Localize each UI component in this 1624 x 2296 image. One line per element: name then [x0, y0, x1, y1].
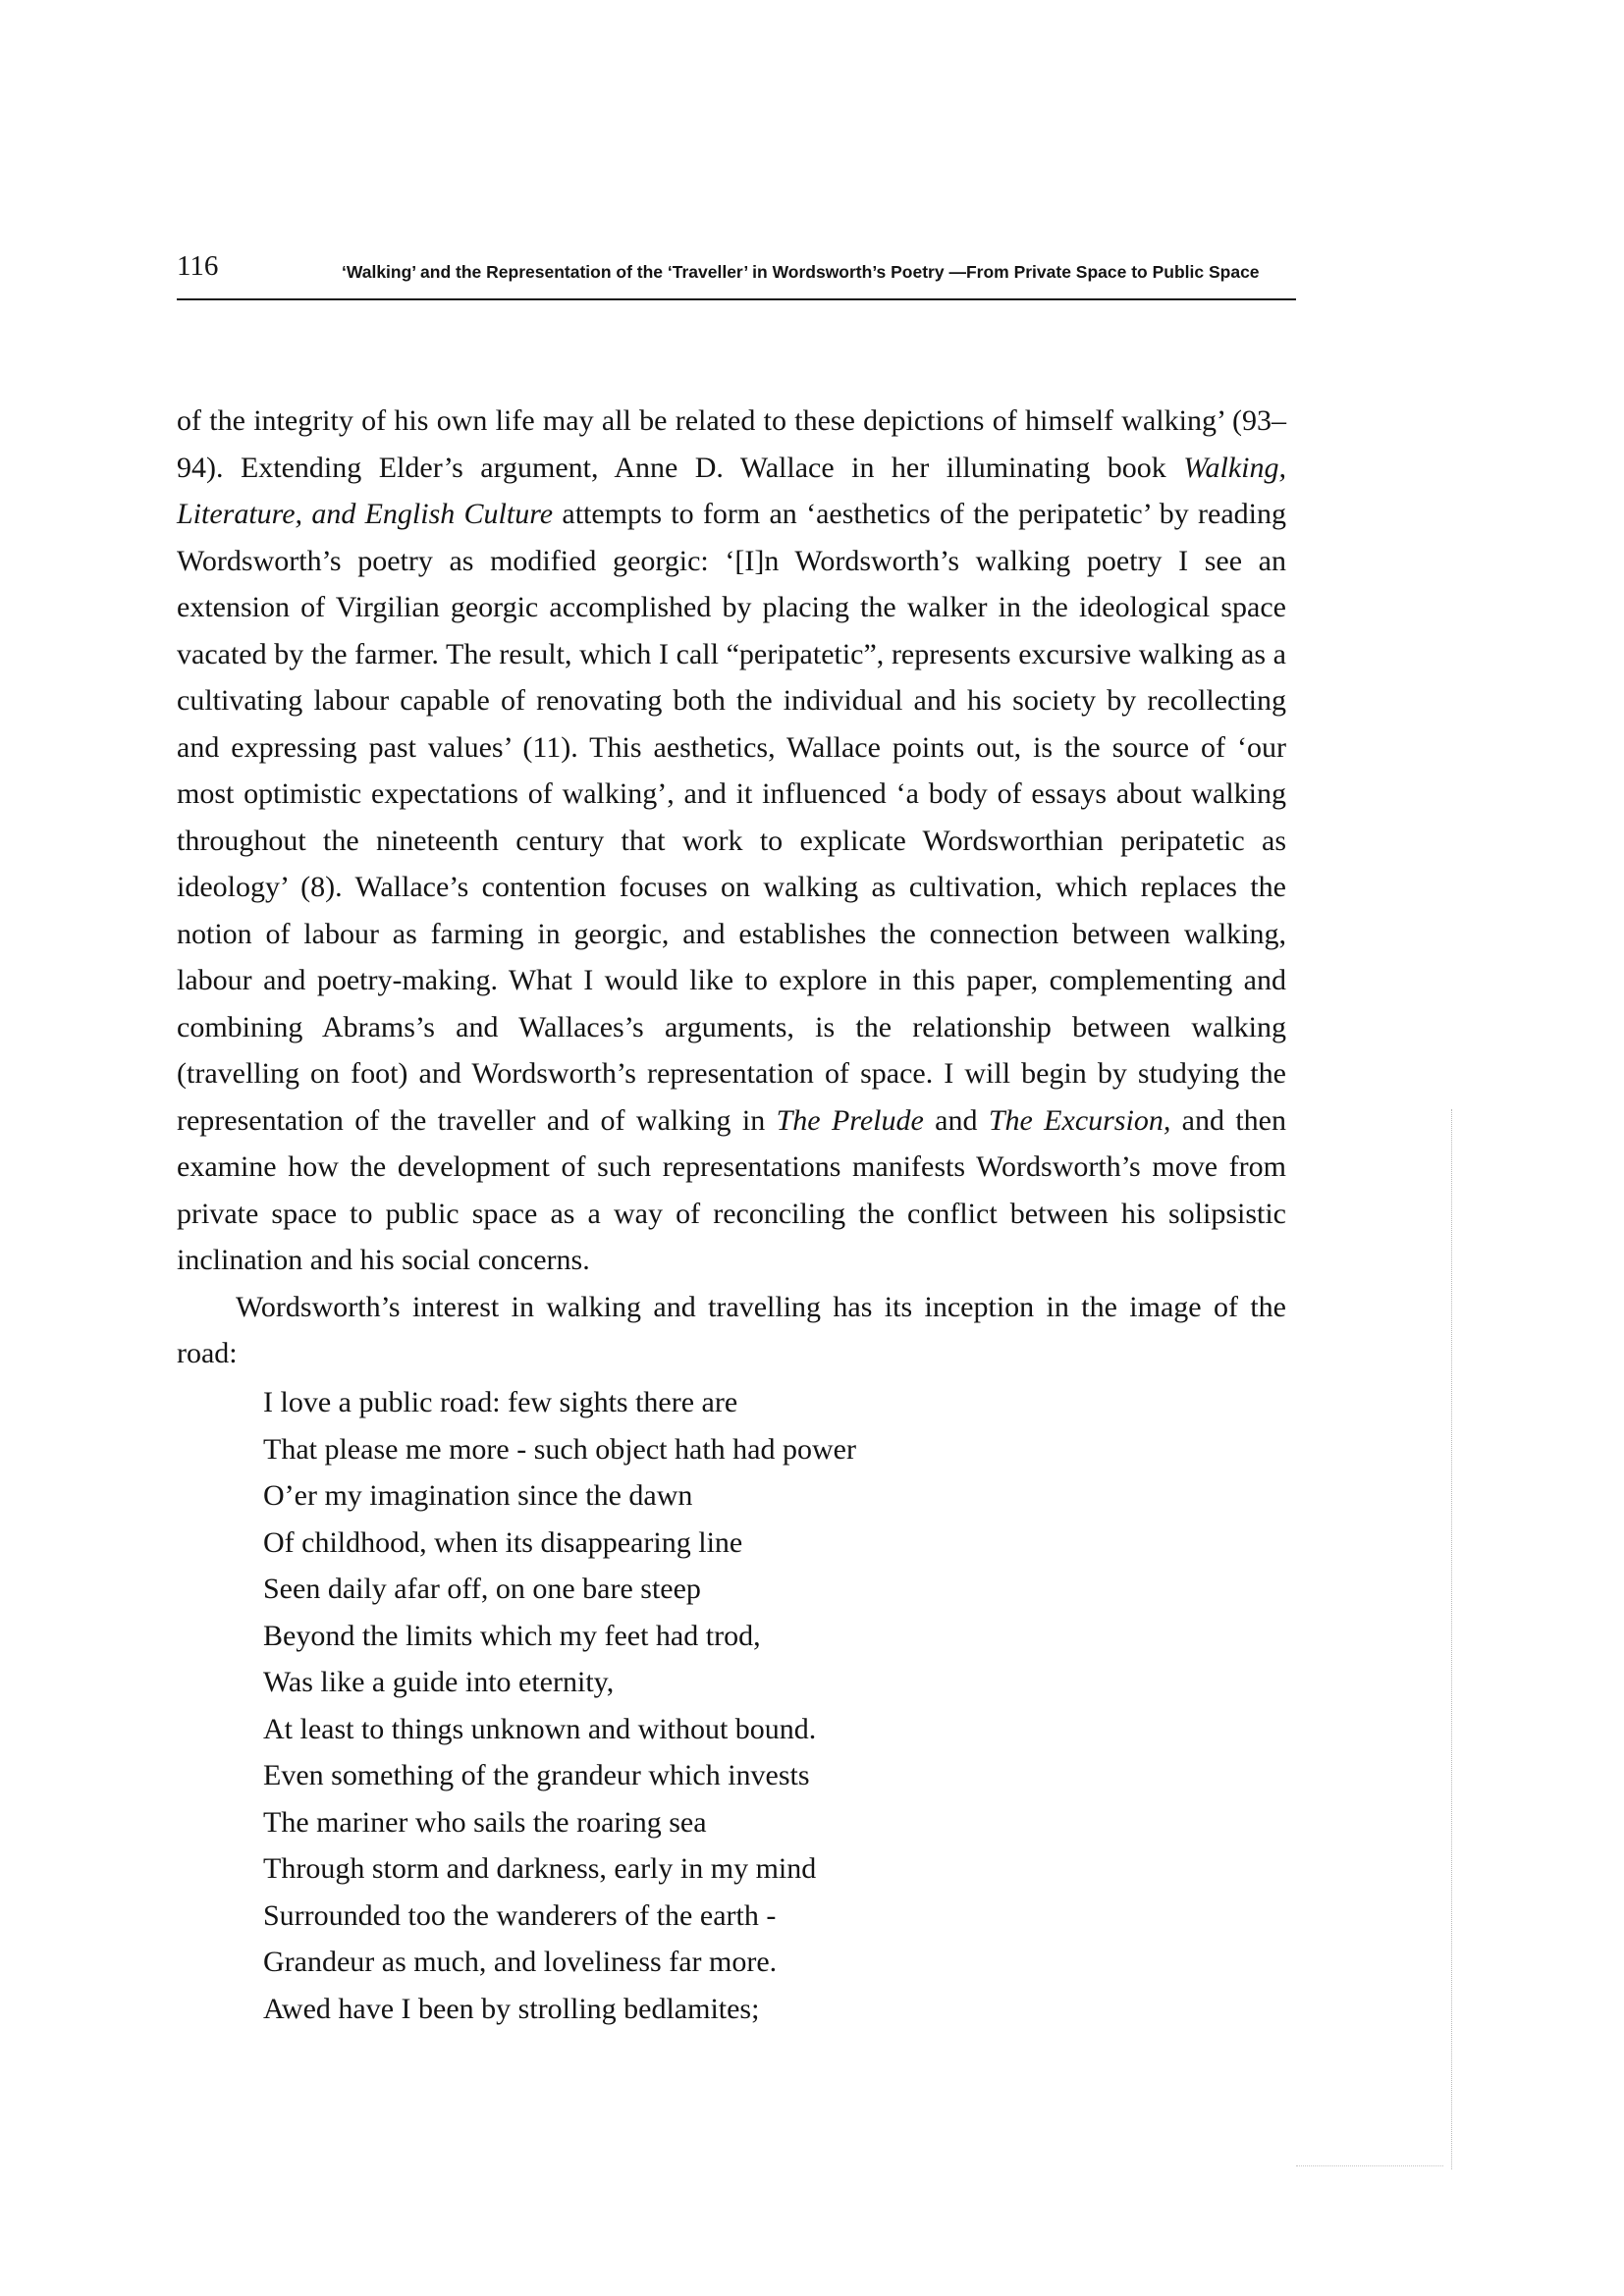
verse-line: Was like a guide into eternity,	[263, 1666, 615, 1698]
verse-line: Seen daily afar off, on one bare steep	[263, 1573, 701, 1605]
verse-line: Through storm and darkness, early in my mind	[263, 1852, 817, 1885]
verse-line: Grandeur as much, and loveliness far more.	[263, 1946, 778, 1978]
paragraph-1-text-c: and then examine how the development of such representations manifests Wordsworth’s move from private space to public space as a way of reconciling the conflict between his solipsistic inclination and his social concerns.	[177, 1103, 1286, 1276]
paragraph-2: Wordsworth’s interest in walking and travelling has its inception in the image of the road:	[177, 1290, 1286, 1369]
paragraph-1-text: of the integrity of his own life may all be related to these depictions of himself walking’ (93–94). Extending Elder’s argument, Anne D. Wallace in her illuminating book	[177, 404, 1286, 484]
verse-line: Awed have I been by strolling bedlamites;	[263, 1992, 760, 2025]
verse-line: The mariner who sails the roaring sea	[263, 1805, 707, 1839]
verse-line: That please me more - such object hath had power	[263, 1432, 856, 1466]
title-prelude: The Prelude	[776, 1103, 924, 1137]
page-header	[177, 249, 1296, 300]
paragraph-1-text-b: attempts to form an ‘aesthetics of the peripatetic’ by reading Wordsworth’s poetry as modified georgic: ‘[I]n Wordsworth’s walking poetry I see an extension of Virgilian georgic accomplished by placing the walker in the ideological space vacated by the farmer. The result, which I call “peripatetic”, represents excursive walking as a cultivating labour capable of renovating both the individual and his society by recollecting and expressing past values’ (11). This aesthetics, Wallace points out, is the source of ‘our most optimistic expectations of walking’, and it influenced ‘a body of essays about walking throughout the nineteenth century that work to explicate Wordsworthian peripatetic as ideology’ (8). Wallace’s contention focuses on walking as cultivation, which replaces the notion of labour as farming in georgic, and establishes the connection between walking, labour and poetry-making. What I would like to explore in this paper, complementing and combining Abrams’s and Wallaces’s arguments, is the relationship between walking (travelling on foot) and Wordsworth’s representation of space. I will begin by studying the representation of the traveller and of walking in	[177, 498, 1286, 1137]
body-text	[177, 398, 1286, 1377]
verse-line: Surrounded too the wanderers of the earth -	[263, 1898, 777, 1932]
verse-line: At least to things unknown and without bound.	[263, 1712, 817, 1745]
verse-line: Beyond the limits which my feet had trod,	[263, 1619, 761, 1652]
scan-edge-mark-bottom	[1296, 2165, 1443, 2166]
paragraph-1	[177, 398, 1286, 1284]
conjunction-text: and	[923, 1103, 989, 1137]
verse-line: Even something of the grandeur which invests	[263, 1759, 810, 1791]
verse-line: Of childhood, when its disappearing line	[263, 1525, 743, 1559]
page-number: 116	[177, 250, 219, 282]
verse-line: I love a public road: few sights there are	[263, 1386, 738, 1418]
book-title: Walking, Literature, and English Culture	[177, 451, 1286, 530]
title-excursion: The Excursion,	[988, 1103, 1171, 1137]
running-head: ‘Walking’ and the Representation of the ‘Traveller’ in Wordsworth’s Poetry —From Private Space to Public Space	[342, 262, 1260, 282]
scan-edge-mark	[1451, 1109, 1452, 2169]
verse-line: O’er my imagination since the dawn	[263, 1479, 693, 1512]
verse-quotation	[263, 1379, 856, 2032]
